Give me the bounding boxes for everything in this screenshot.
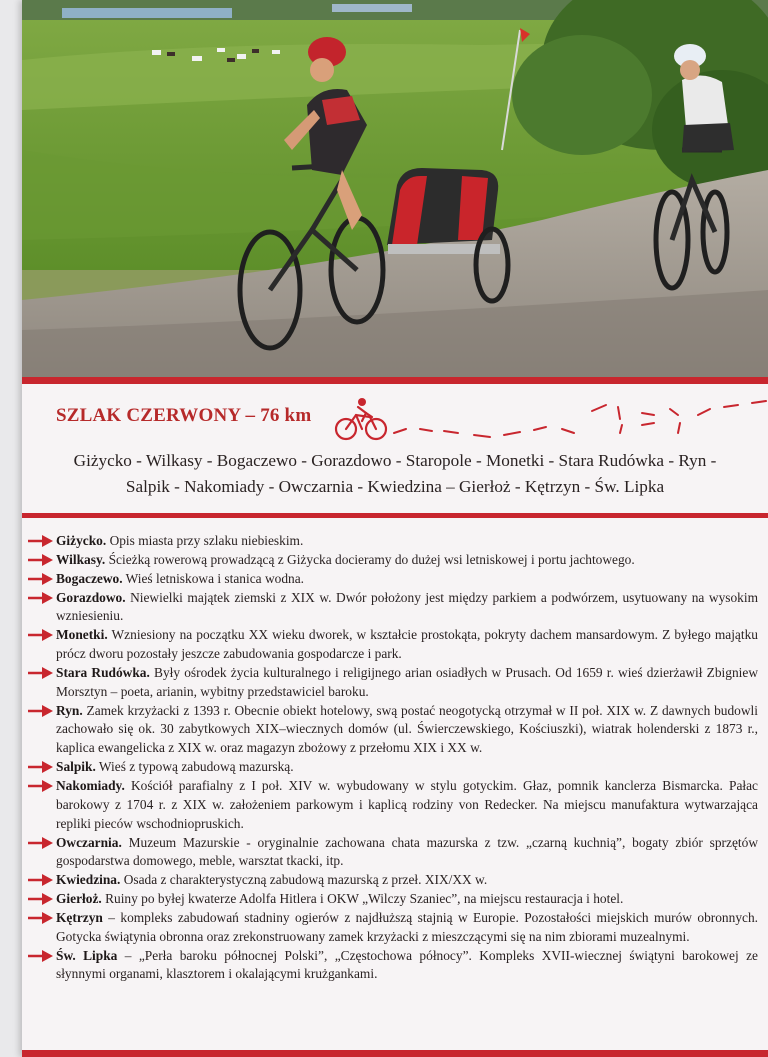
- route-towns-line-2: Salpik - Nakomiady - Owczarnia - Kwiedzina – Gierłoż - Kętrzyn - Św. Lipka: [125, 477, 665, 496]
- place-name: Salpik.: [56, 759, 96, 775]
- cyclists-photo: [22, 0, 768, 377]
- bottom-red-rule: [22, 1050, 768, 1057]
- place-entry: [22, 532, 768, 551]
- place-entry: [22, 947, 768, 985]
- route-title: SZLAK CZERWONY – 76 km: [56, 405, 312, 426]
- place-name: Gorazdowo.: [56, 589, 126, 605]
- red-arrow-icon: [28, 836, 54, 850]
- place-name: Bogaczewo.: [56, 570, 123, 586]
- place-description: Kościół parafialny z I poł. XIV w. wybudowany w stylu gotyckim. Głaz, pomnik kanclerza Bismarcka. Pałac barokowy z 1704 r. z XIX w. założeniem parkowym i kaplicą rodziny von Redecker. Na miejscu manufaktura wytwarzająca repliki pieców wschodniopruskich.: [56, 777, 758, 831]
- place-name: Kwiedzina.: [56, 872, 121, 888]
- place-entry: [22, 871, 768, 890]
- place-description: Osada z charakterystyczną zabudową mazurską z przeł. XIX/XX w.: [120, 872, 488, 888]
- place-entry: [22, 702, 768, 759]
- place-name: Ryn.: [56, 702, 83, 718]
- red-arrow-icon: [28, 949, 54, 963]
- place-name: Św. Lipka: [56, 947, 118, 963]
- top-red-rule: [22, 377, 768, 384]
- route-towns-line-1: Giżycko - Wilkasy - Bogaczewo - Gorazdowo - Staropole - Monetki - Stara Rudówka - Ryn -: [73, 451, 717, 470]
- place-name: Gierłoż.: [56, 891, 102, 907]
- place-name: Monetki.: [56, 627, 108, 643]
- red-arrow-icon: [28, 704, 54, 718]
- place-description: Zamek krzyżacki z 1393 r. Obecnie obiekt hotelowy, swą postać neogotycką otrzymał w II poł. XIX w. Z dawnych budowli zachowało się ok. 30 zabytkowych XIX–wiecznych domów (ul. Świerczewskiego, Kościuszki), wiatrak holenderski z 1873 r., kaplica ewangelicka z XIX w. oraz magazyn zbożowy z przełomu XIX i XX w.: [56, 702, 758, 756]
- red-arrow-icon: [28, 591, 54, 605]
- place-description: Były ośrodek życia kulturalnego i religijnego arian osiadłych w Prusach. Od 1659 r. wieś dzierżawił Zbigniew Morsztyn – poeta, arianin, wybitny przedstawiciel baroku.: [56, 664, 758, 699]
- place-description: Opis miasta przy szlaku niebieskim.: [106, 533, 304, 548]
- place-description: Ruiny po byłej kwaterze Adolfa Hitlera i OKW „Wilczy Szaniec”, na miejscu restauracja i hotel.: [101, 891, 624, 907]
- route-towns: [36, 448, 754, 500]
- place-entry: [22, 626, 768, 664]
- place-description: – kompleks zabudowań stadniny ogierów z najdłuższą stajnią w Europie. Pozostałości miejskich murów obronnych. Gotycka świątynia obronna oraz zrekonstruowany zamek krzyżacki z mieszczącymi się na nim zbiorami muzealnymi.: [56, 909, 758, 944]
- red-arrow-icon: [28, 873, 54, 887]
- place-entry: [22, 758, 768, 777]
- red-arrow-icon: [28, 572, 54, 586]
- guide-page: [22, 0, 768, 1057]
- place-description: Niewielki majątek ziemski z XIX w. Dwór położony jest między parkiem a podwórzem, usytuowany na wysokim wzniesieniu.: [56, 589, 758, 624]
- place-name: Owczarnia.: [56, 834, 122, 850]
- route-trail-decoration: [392, 395, 768, 443]
- place-entry: [22, 589, 768, 627]
- red-arrow-icon: [28, 892, 54, 906]
- cyclist-icon: [332, 395, 390, 443]
- place-descriptions: [22, 532, 768, 984]
- route-header: [22, 395, 768, 443]
- place-name: Kętrzyn: [56, 909, 103, 925]
- place-name: Nakomiady.: [56, 777, 125, 793]
- place-description: Wzniesiony na początku XX wieku dworek, w kształcie prostokąta, pokryty dachem mansardowym. Z byłego majątku prócz dworu pozostały jeszcze zabudowania gospodarcze i park.: [56, 627, 758, 662]
- red-arrow-icon: [28, 760, 54, 774]
- red-arrow-icon: [28, 911, 54, 925]
- place-description: Muzeum Mazurskie - oryginalnie zachowana chata mazurska z tzw. „czarną kuchnią”, bogaty zbiór sprzętów gospodarstwa domowego, meble, warsztat tkacki, itp.: [56, 834, 758, 869]
- red-arrow-icon: [28, 534, 54, 548]
- place-entry: [22, 570, 768, 589]
- place-entry: [22, 909, 768, 947]
- place-entry: [22, 551, 768, 570]
- place-entry: [22, 777, 768, 834]
- red-arrow-icon: [28, 628, 54, 642]
- place-name: Wilkasy.: [56, 551, 106, 567]
- place-entry: [22, 664, 768, 702]
- red-arrow-icon: [28, 666, 54, 680]
- place-entry: [22, 890, 768, 909]
- red-arrow-icon: [28, 779, 54, 793]
- place-description: – „Perła baroku północnej Polski”, „Częstochowa północy”. Kompleks XVII-wiecznej świątyni barokowej ze słynnymi organami, klasztorem i okalającymi krużgankami.: [56, 947, 758, 982]
- place-name: Giżycko.: [56, 533, 107, 548]
- place-entry: [22, 834, 768, 872]
- red-arrow-icon: [28, 553, 54, 567]
- place-name: Stara Rudówka.: [56, 664, 150, 680]
- place-description: Wieś letniskowa i stanica wodna.: [122, 570, 304, 586]
- place-description: Ścieżką rowerową prowadzącą z Giżycka docieramy do dużej wsi letniskowej i portu jachtowego.: [105, 551, 635, 567]
- middle-red-rule: [22, 513, 768, 518]
- place-description: Wieś z typową zabudową mazurską.: [95, 759, 294, 775]
